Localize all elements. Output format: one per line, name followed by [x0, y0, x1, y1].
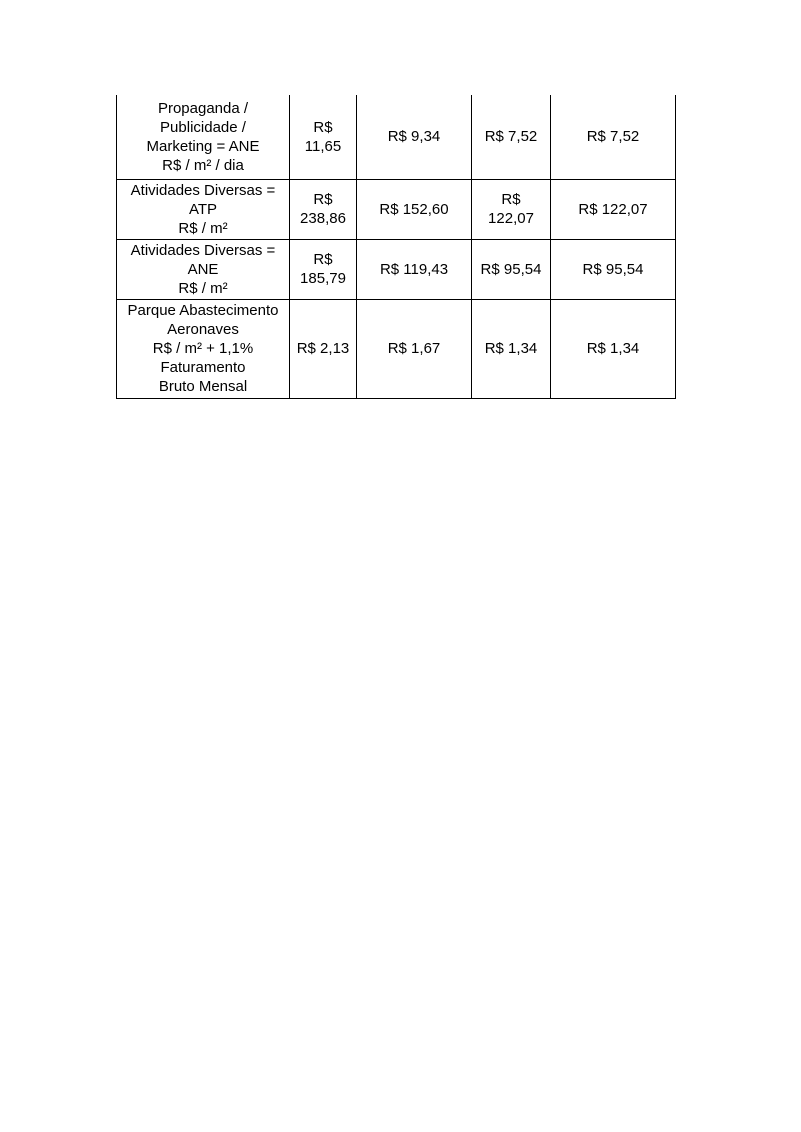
value-line: R$ 95,54 — [480, 260, 542, 278]
value-line: R$ — [501, 191, 521, 208]
table-row — [117, 179, 676, 239]
value-cell — [472, 179, 551, 239]
row-label-line: R$ / m² — [178, 219, 228, 237]
row-label-line: Aeronaves — [167, 321, 239, 338]
value-line: 11,65 — [304, 137, 342, 155]
value-cell: R$ 1,67 — [357, 299, 472, 398]
row-label-line: R$ / m² — [178, 279, 228, 297]
value-line: R$ 2,13 — [296, 340, 350, 357]
value-line: R$ — [313, 251, 333, 268]
row-label-line: Faturamento — [160, 359, 246, 376]
row-label-cell — [117, 95, 290, 179]
row-label-cell — [117, 299, 290, 398]
value-cell: R$ 1,34 — [551, 299, 676, 398]
table-row — [117, 239, 676, 299]
value-cell: R$ 95,54 — [551, 239, 676, 299]
row-label-line: ANE — [187, 260, 219, 278]
value-line: R$ 7,52 — [484, 128, 538, 146]
value-cell — [290, 299, 357, 398]
value-line: R$ — [313, 118, 333, 136]
row-label-line: Bruto Mensal — [158, 378, 248, 395]
value-cell: R$ 152,60 — [357, 179, 472, 239]
value-cell: R$ 9,34 — [357, 95, 472, 179]
value-cell — [290, 179, 357, 239]
row-label-line: Marketing = ANE — [146, 137, 260, 155]
value-line: 185,79 — [300, 270, 346, 287]
row-label-line: Publicidade / — [160, 118, 246, 136]
row-label-line: Propaganda / — [157, 99, 249, 117]
tariff-table — [116, 95, 676, 399]
row-label-line: Atividades Diversas = — [130, 181, 276, 199]
row-label-line: Parque Abastecimento — [127, 302, 279, 319]
value-line: 238,86 — [300, 210, 346, 227]
table-row — [117, 95, 676, 179]
value-cell — [472, 299, 551, 398]
row-label-line: ATP — [188, 200, 218, 218]
value-cell: R$ 119,43 — [357, 239, 472, 299]
row-label-cell — [117, 239, 290, 299]
value-line: R$ 1,34 — [484, 340, 538, 357]
value-cell: R$ 7,52 — [551, 95, 676, 179]
value-cell — [472, 239, 551, 299]
row-label-line: Atividades Diversas = — [130, 241, 276, 259]
value-line: 122,07 — [488, 210, 534, 227]
value-cell — [472, 95, 551, 179]
value-cell — [290, 95, 357, 179]
row-label-line: R$ / m² + 1,1% — [152, 340, 254, 357]
row-label-line: R$ / m² / dia — [162, 156, 244, 174]
value-cell: R$ 122,07 — [551, 179, 676, 239]
value-line: R$ — [313, 191, 333, 208]
value-cell — [290, 239, 357, 299]
table-row — [117, 299, 676, 398]
row-label-cell — [117, 179, 290, 239]
